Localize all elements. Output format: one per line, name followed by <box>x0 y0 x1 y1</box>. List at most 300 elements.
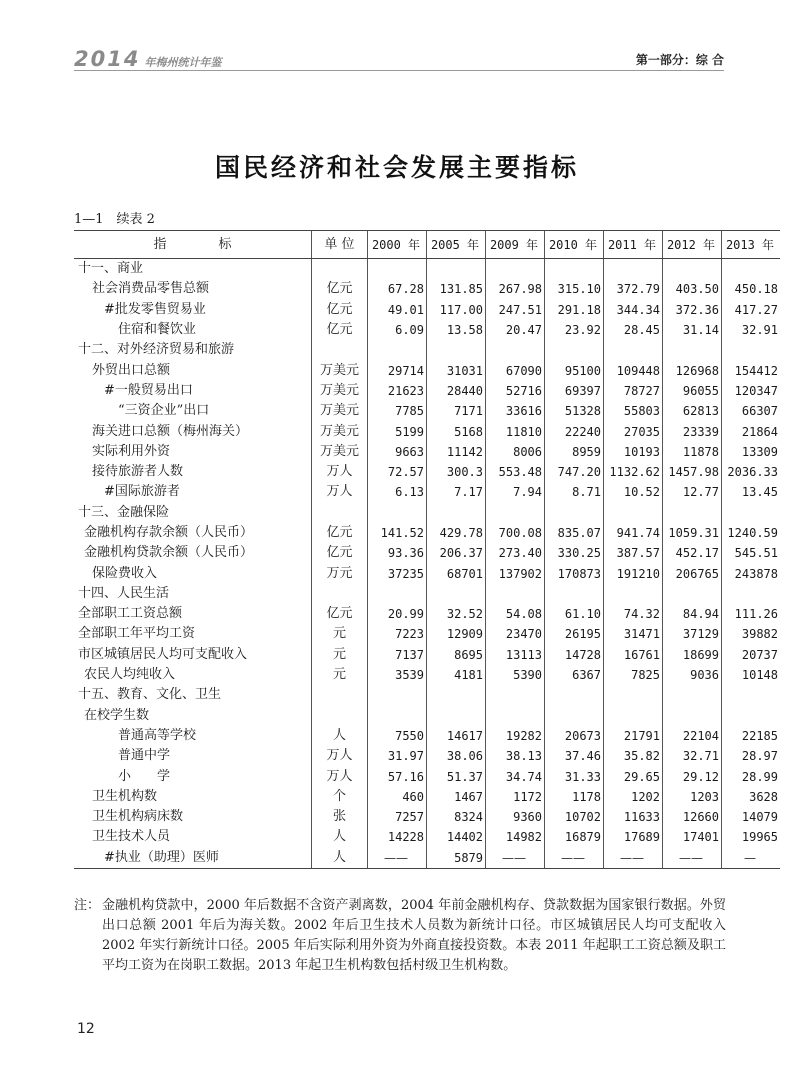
row-unit: 人 <box>312 827 368 847</box>
row-value: 8695 <box>427 645 486 665</box>
row-unit: 万人 <box>312 766 368 786</box>
row-unit: 亿元 <box>312 300 368 320</box>
table-row <box>74 482 780 502</box>
row-value: 35.82 <box>604 746 663 766</box>
row-value: 7.94 <box>486 482 545 502</box>
row-value: 14402 <box>427 827 486 847</box>
table-row <box>74 827 780 847</box>
row-value: 6.13 <box>368 482 427 502</box>
row-value: 29.65 <box>604 766 663 786</box>
row-value: 14079 <box>722 807 781 827</box>
row-indicator: 卫生技术人员 <box>92 829 171 845</box>
row-value: 2036.33 <box>722 462 781 482</box>
indicators-table <box>74 230 780 869</box>
row-value: 429.78 <box>427 523 486 543</box>
row-value: 66307 <box>722 401 781 421</box>
row-unit <box>312 584 368 604</box>
row-unit: 元 <box>312 624 368 644</box>
row-value: 553.48 <box>486 462 545 482</box>
row-value <box>722 340 781 360</box>
row-value: 1172 <box>486 787 545 807</box>
row-value <box>427 259 486 280</box>
row-value <box>722 259 781 280</box>
row-value: —— <box>486 848 545 869</box>
table-row <box>74 462 780 482</box>
row-value: 67.28 <box>368 279 427 299</box>
row-value <box>722 503 781 523</box>
row-unit: 万美元 <box>312 421 368 441</box>
row-value: 1240.59 <box>722 523 781 543</box>
row-value: 835.07 <box>545 523 604 543</box>
row-value: 206765 <box>663 563 722 583</box>
row-value <box>427 503 486 523</box>
row-value: 18699 <box>663 645 722 665</box>
row-value: 206.37 <box>427 543 486 563</box>
row-value: 131.85 <box>427 279 486 299</box>
table-row <box>74 746 780 766</box>
table-row <box>74 807 780 827</box>
row-value: 5879 <box>427 848 486 869</box>
row-value: 22240 <box>545 421 604 441</box>
row-value: 55803 <box>604 401 663 421</box>
table-row <box>74 563 780 583</box>
row-value: 31.14 <box>663 320 722 340</box>
header-unit: 单 位 <box>312 231 368 259</box>
row-value: 7137 <box>368 645 427 665</box>
table-row <box>74 421 780 441</box>
row-unit: 个 <box>312 787 368 807</box>
header-indicator: 指 标 <box>74 231 312 259</box>
table-row <box>74 706 780 726</box>
row-indicator: 全部职工年平均工资 <box>78 626 196 642</box>
page-title: 国民经济和社会发展主要指标 <box>214 153 579 182</box>
row-value: —— <box>545 848 604 869</box>
row-value <box>663 340 722 360</box>
row-indicator: “三资企业”出口 <box>118 403 210 419</box>
header-year-2005: 2005 年 <box>427 231 486 259</box>
row-value: 1178 <box>545 787 604 807</box>
row-value: 20.99 <box>368 604 427 624</box>
footnote-label: 注： <box>74 898 101 913</box>
header-year-2011: 2011 年 <box>604 231 663 259</box>
row-value: 273.40 <box>486 543 545 563</box>
header-year-2000: 2000 年 <box>368 231 427 259</box>
row-value: 21623 <box>368 381 427 401</box>
row-value <box>368 503 427 523</box>
row-value: 22185 <box>722 726 781 746</box>
row-value: 13.58 <box>427 320 486 340</box>
row-value: 8006 <box>486 442 545 462</box>
row-value: 28440 <box>427 381 486 401</box>
row-indicator: #批发零售贸易业 <box>104 301 206 317</box>
row-value: 7171 <box>427 401 486 421</box>
row-value: 51328 <box>545 401 604 421</box>
row-value: 111.26 <box>722 604 781 624</box>
row-value: 23.92 <box>545 320 604 340</box>
row-indicator: 十二、对外经济贸易和旅游 <box>78 342 235 358</box>
row-value: 191210 <box>604 563 663 583</box>
table-row <box>74 340 780 360</box>
row-unit <box>312 340 368 360</box>
row-indicator: 在校学生数 <box>84 707 150 723</box>
row-value: 1457.98 <box>663 462 722 482</box>
row-value: 12.77 <box>663 482 722 502</box>
row-indicator: 外贸出口总额 <box>92 362 171 378</box>
row-unit: 万美元 <box>312 401 368 421</box>
row-value: 31.33 <box>545 766 604 786</box>
table-row <box>74 604 780 624</box>
row-value: 7223 <box>368 624 427 644</box>
row-unit: 人 <box>312 848 368 869</box>
row-value: 33616 <box>486 401 545 421</box>
row-unit: 万美元 <box>312 442 368 462</box>
row-value: 74.32 <box>604 604 663 624</box>
row-value <box>663 685 722 705</box>
row-value: 21791 <box>604 726 663 746</box>
header-year-2012: 2012 年 <box>663 231 722 259</box>
row-value <box>663 706 722 726</box>
row-value: 52716 <box>486 381 545 401</box>
table-label: 1—1 续表 2 <box>74 212 155 227</box>
row-value <box>368 340 427 360</box>
row-value: 6.09 <box>368 320 427 340</box>
row-value <box>368 584 427 604</box>
row-value: 31471 <box>604 624 663 644</box>
row-value: 11810 <box>486 421 545 441</box>
row-unit: 万美元 <box>312 360 368 380</box>
row-value <box>486 685 545 705</box>
row-value: 78727 <box>604 381 663 401</box>
row-value: 37235 <box>368 563 427 583</box>
row-value <box>486 584 545 604</box>
row-indicator: 住宿和餐饮业 <box>118 322 197 338</box>
table-row <box>74 726 780 746</box>
row-value: 8324 <box>427 807 486 827</box>
table-row <box>74 259 780 280</box>
row-value <box>545 685 604 705</box>
row-value: 9360 <box>486 807 545 827</box>
row-value: 170873 <box>545 563 604 583</box>
footnote-text: 金融机构贷款中，2000 年后数据不含资产剥离数，2004 年前金融机构存、贷款数据为国家银行数据。外贸出口总额 2001 年后为海关数。2002 年后卫生技术人员数为新统计口径。市区城镇居民人均可支配收入 2002 年实行新统计口径。2005 年后实际利用外资为外商直接投资数。本表 2011 年起职工工资总额及职工平均工资为在岗职工数据。2013 年起卫生机构数包括村级卫生机构数。 <box>102 898 726 973</box>
table-row <box>74 523 780 543</box>
row-value: 61.10 <box>545 604 604 624</box>
row-unit: 亿元 <box>312 279 368 299</box>
row-indicator: 卫生机构病床数 <box>92 809 184 825</box>
row-value: 13309 <box>722 442 781 462</box>
row-value: 68701 <box>427 563 486 583</box>
row-value: 5390 <box>486 665 545 685</box>
row-value: 10.52 <box>604 482 663 502</box>
header-divider <box>74 70 724 71</box>
row-unit: 亿元 <box>312 543 368 563</box>
header-year-2010: 2010 年 <box>545 231 604 259</box>
row-value <box>604 685 663 705</box>
table-row <box>74 543 780 563</box>
row-value: 31.97 <box>368 746 427 766</box>
row-value: 545.51 <box>722 543 781 563</box>
row-value: —— <box>368 848 427 869</box>
row-value: 69397 <box>545 381 604 401</box>
row-value: 8.71 <box>545 482 604 502</box>
row-value: 14728 <box>545 645 604 665</box>
row-value: 32.91 <box>722 320 781 340</box>
footnote <box>74 896 726 976</box>
row-indicator: 市区城镇居民人均可支配收入 <box>78 646 248 662</box>
row-value: 247.51 <box>486 300 545 320</box>
row-value: 20737 <box>722 645 781 665</box>
row-unit: 元 <box>312 645 368 665</box>
row-value: 7257 <box>368 807 427 827</box>
row-value: 19965 <box>722 827 781 847</box>
row-value: 13113 <box>486 645 545 665</box>
row-value <box>663 584 722 604</box>
row-value: 11142 <box>427 442 486 462</box>
page-number: 12 <box>77 1021 95 1037</box>
row-value: 95100 <box>545 360 604 380</box>
row-value <box>663 259 722 280</box>
row-value: 109448 <box>604 360 663 380</box>
header-year-2013: 2013 年 <box>722 231 781 259</box>
header-year: 2014 <box>74 47 141 71</box>
row-value: 11878 <box>663 442 722 462</box>
row-value: 37.46 <box>545 746 604 766</box>
row-value: 460 <box>368 787 427 807</box>
row-value <box>604 259 663 280</box>
row-value: 28.99 <box>722 766 781 786</box>
row-indicator: #执业（助理）医师 <box>74 848 312 869</box>
row-value: 54.08 <box>486 604 545 624</box>
header-year-2009: 2009 年 <box>486 231 545 259</box>
row-value: 126968 <box>663 360 722 380</box>
row-value: 344.34 <box>604 300 663 320</box>
row-indicator: 接待旅游者人数 <box>92 464 184 480</box>
row-unit: 万人 <box>312 462 368 482</box>
row-indicator: 保险费收入 <box>92 565 158 581</box>
row-value <box>604 503 663 523</box>
row-value: 96055 <box>663 381 722 401</box>
row-value: 38.13 <box>486 746 545 766</box>
row-value: 8959 <box>545 442 604 462</box>
row-unit: 万元 <box>312 563 368 583</box>
row-indicator: 农民人均纯收入 <box>84 667 176 683</box>
row-value: 5199 <box>368 421 427 441</box>
row-value <box>368 259 427 280</box>
table-row <box>74 685 780 705</box>
table-row <box>74 360 780 380</box>
row-value: 1203 <box>663 787 722 807</box>
row-value: 38.06 <box>427 746 486 766</box>
row-value: 7825 <box>604 665 663 685</box>
row-value <box>604 706 663 726</box>
row-value: 3628 <box>722 787 781 807</box>
row-value: 39882 <box>722 624 781 644</box>
table-row <box>74 624 780 644</box>
row-value <box>722 685 781 705</box>
row-value: —— <box>604 848 663 869</box>
row-value: 49.01 <box>368 300 427 320</box>
row-value <box>427 685 486 705</box>
row-value: 19282 <box>486 726 545 746</box>
row-value: 315.10 <box>545 279 604 299</box>
row-value: 7.17 <box>427 482 486 502</box>
row-value: 10148 <box>722 665 781 685</box>
row-value <box>604 340 663 360</box>
table-row <box>74 442 780 462</box>
row-value <box>368 706 427 726</box>
row-value: 28.45 <box>604 320 663 340</box>
row-indicator: 海关进口总额（梅州海关） <box>92 423 249 439</box>
row-value: 28.97 <box>722 746 781 766</box>
row-value: 57.16 <box>368 766 427 786</box>
row-indicator: 实际利用外资 <box>92 443 171 459</box>
table-row <box>74 381 780 401</box>
row-value: 7550 <box>368 726 427 746</box>
row-value <box>486 503 545 523</box>
row-value <box>722 706 781 726</box>
row-value: 29714 <box>368 360 427 380</box>
row-value <box>663 503 722 523</box>
row-value: 34.74 <box>486 766 545 786</box>
row-value: 330.25 <box>545 543 604 563</box>
row-value: 3539 <box>368 665 427 685</box>
row-value: 120347 <box>722 381 781 401</box>
row-value: 1467 <box>427 787 486 807</box>
row-value: 13.45 <box>722 482 781 502</box>
table-row <box>74 584 780 604</box>
table-row <box>74 665 780 685</box>
row-value: 12909 <box>427 624 486 644</box>
row-indicator: 全部职工工资总额 <box>78 606 183 622</box>
header-book-name: 年梅州统计年鉴 <box>144 56 222 69</box>
row-value: 5168 <box>427 421 486 441</box>
row-value: 387.57 <box>604 543 663 563</box>
row-value: 403.50 <box>663 279 722 299</box>
row-indicator: 普通高等学校 <box>118 727 197 743</box>
row-value <box>427 584 486 604</box>
row-value: 27035 <box>604 421 663 441</box>
row-value <box>545 340 604 360</box>
row-value: 31031 <box>427 360 486 380</box>
row-value: 11633 <box>604 807 663 827</box>
row-value <box>486 259 545 280</box>
row-indicator: 十三、金融保险 <box>78 504 170 520</box>
row-value: 26195 <box>545 624 604 644</box>
row-value: 154412 <box>722 360 781 380</box>
row-value: 1132.62 <box>604 462 663 482</box>
row-value: 10193 <box>604 442 663 462</box>
row-value: 37129 <box>663 624 722 644</box>
row-value: 747.20 <box>545 462 604 482</box>
row-indicator: 金融机构存款余额（人民币） <box>84 525 254 540</box>
table-header-row <box>74 231 780 259</box>
row-indicator: 社会消费品零售总额 <box>92 281 210 297</box>
row-value: 17401 <box>663 827 722 847</box>
row-value: 417.27 <box>722 300 781 320</box>
row-value: 93.36 <box>368 543 427 563</box>
row-value <box>722 584 781 604</box>
row-value: 372.36 <box>663 300 722 320</box>
table-row <box>74 279 780 299</box>
row-value: 6367 <box>545 665 604 685</box>
row-value: 141.52 <box>368 523 427 543</box>
table-row <box>74 766 780 786</box>
row-value: 14228 <box>368 827 427 847</box>
row-value: — <box>722 848 781 869</box>
row-value: 137902 <box>486 563 545 583</box>
row-value: 16761 <box>604 645 663 665</box>
row-value <box>486 706 545 726</box>
row-indicator: 普通中学 <box>118 748 171 764</box>
row-value: 700.08 <box>486 523 545 543</box>
row-value: 23339 <box>663 421 722 441</box>
row-value: 243878 <box>722 563 781 583</box>
row-value: 67090 <box>486 360 545 380</box>
table-row <box>74 787 780 807</box>
row-indicator: #国际旅游者 <box>104 484 180 500</box>
table-row <box>74 401 780 421</box>
row-value: 372.79 <box>604 279 663 299</box>
row-unit: 亿元 <box>312 523 368 543</box>
table-row <box>74 503 780 523</box>
running-header-yearbook <box>74 47 221 71</box>
row-value: 51.37 <box>427 766 486 786</box>
row-value: 941.74 <box>604 523 663 543</box>
row-value: 16879 <box>545 827 604 847</box>
row-value <box>427 706 486 726</box>
row-value <box>427 340 486 360</box>
row-value: 14617 <box>427 726 486 746</box>
row-unit <box>312 685 368 705</box>
row-value: 21864 <box>722 421 781 441</box>
row-value: 117.00 <box>427 300 486 320</box>
row-value <box>545 584 604 604</box>
row-value: 291.18 <box>545 300 604 320</box>
row-unit: 万人 <box>312 746 368 766</box>
row-value: 9663 <box>368 442 427 462</box>
row-value: 29.12 <box>663 766 722 786</box>
header-section: 第一部分：综 合 <box>635 53 724 67</box>
row-unit <box>312 259 368 280</box>
row-indicator: 十四、人民生活 <box>78 585 170 601</box>
row-unit: 张 <box>312 807 368 827</box>
row-indicator: 小 学 <box>118 768 171 784</box>
row-value: 20.47 <box>486 320 545 340</box>
row-value: 14982 <box>486 827 545 847</box>
row-value: 84.94 <box>663 604 722 624</box>
row-value: 450.18 <box>722 279 781 299</box>
row-value <box>545 503 604 523</box>
row-unit: 人 <box>312 726 368 746</box>
row-value: 4181 <box>427 665 486 685</box>
row-value: 20673 <box>545 726 604 746</box>
row-value: 9036 <box>663 665 722 685</box>
row-value: 1059.31 <box>663 523 722 543</box>
row-indicator: #一般贸易出口 <box>104 382 193 398</box>
row-value: —— <box>663 848 722 869</box>
table-body <box>74 259 780 869</box>
row-unit <box>312 706 368 726</box>
table-row <box>74 320 780 340</box>
row-indicator: 十一、商业 <box>78 261 144 277</box>
row-unit: 万美元 <box>312 381 368 401</box>
row-unit <box>312 503 368 523</box>
row-value <box>545 259 604 280</box>
row-unit: 元 <box>312 665 368 685</box>
row-value <box>368 685 427 705</box>
row-value: 267.98 <box>486 279 545 299</box>
row-value: 300.3 <box>427 462 486 482</box>
row-value: 1202 <box>604 787 663 807</box>
